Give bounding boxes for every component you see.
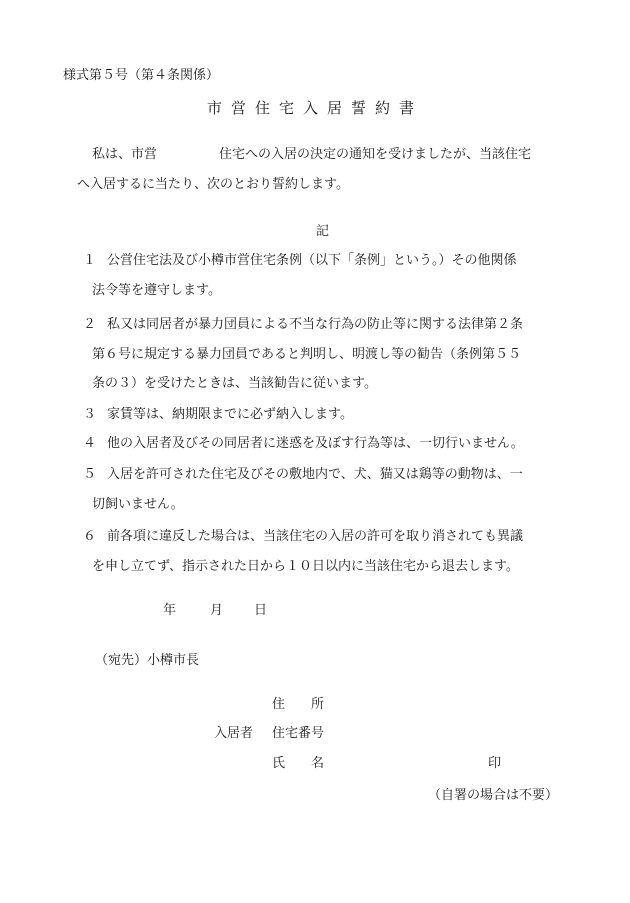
- date-line: [163, 604, 267, 617]
- item-number: １: [83, 253, 97, 268]
- day-label: 日: [254, 603, 268, 618]
- item-number: ２: [83, 317, 97, 332]
- item-number: ４: [83, 436, 97, 451]
- house-number-label: 住宅番号: [272, 726, 325, 741]
- intro-line-2: へ入居するに当たり、次のとおり誓約します。: [77, 177, 349, 192]
- item-text-cont: 法令等を遵守します。: [92, 283, 221, 298]
- item-text: 入居を許可された住宅及びその敷地内で、犬、猫又は鶏等の動物は、一: [107, 467, 523, 482]
- intro-line-1-end: 住宅への入居の決定の通知を受けましたが、当該住宅: [219, 147, 532, 162]
- item-text: 家賃等は、納期限までに必ず納入します。: [107, 407, 353, 422]
- address-label: 住 所: [272, 697, 325, 712]
- tenant-role-label: 入居者: [214, 726, 254, 741]
- intro-line-1: [92, 148, 531, 161]
- item-text-cont: 第６号に規定する暴力団員であると判明し、明渡し等の勧告（条例第５５: [92, 347, 522, 362]
- item-number: ６: [83, 529, 97, 544]
- intro-line-1-start: 私は、市営: [92, 147, 158, 162]
- item-text-cont: 切飼いません。: [92, 497, 184, 512]
- form-number: 様式第５号（第４条関係）: [63, 68, 220, 83]
- year-label: 年: [163, 603, 177, 618]
- signature-note: （自署の場合は不要）: [428, 788, 559, 803]
- item-text: 他の入居者及びその同居者に迷惑を及ぼす行為等は、一切行いません。: [107, 436, 524, 451]
- seal-mark: 印: [488, 756, 502, 771]
- item-text: 公営住宅法及び小樽市営住宅条例（以下「条例」という。）その他関係: [107, 253, 517, 268]
- item-number: ３: [83, 407, 97, 422]
- month-label: 月: [210, 603, 224, 618]
- item-number: ５: [83, 467, 97, 482]
- item-text: 前各項に違反した場合は、当該住宅の入居の許可を取り消されても異議: [107, 529, 524, 544]
- name-label: 氏 名: [272, 756, 325, 771]
- document-title: 市営住宅入居誓約書: [206, 99, 423, 117]
- item-text-cont: 条の３）を受けたときは、当該勧告に従います。: [92, 376, 377, 391]
- item-text: 私又は同居者が暴力団員による不当な行為の防止等に関する法律第２条: [107, 317, 524, 332]
- ki-heading: 記: [316, 224, 330, 239]
- item-text-cont: を申し立てず、指示された日から１０日以内に当該住宅から退去します。: [92, 559, 519, 574]
- addressee: （宛先）小樽市長: [95, 653, 200, 668]
